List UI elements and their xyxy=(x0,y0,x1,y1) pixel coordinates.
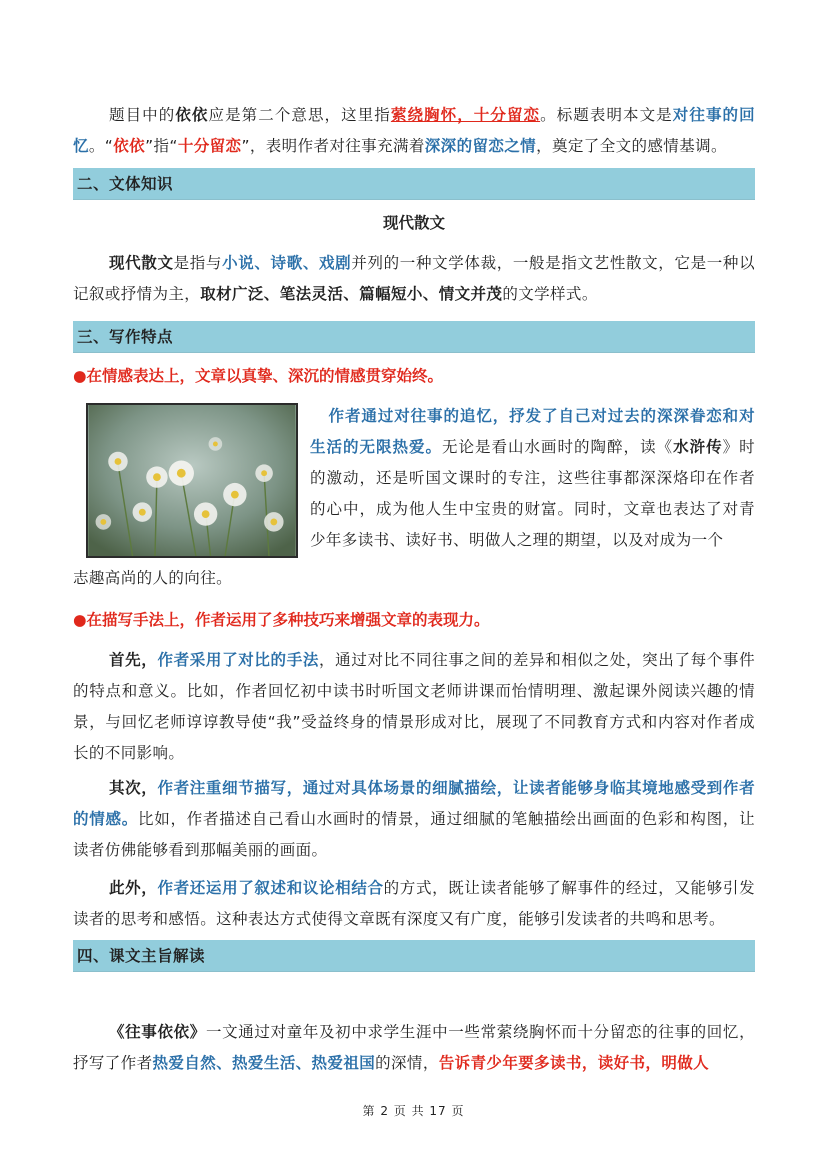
keyword: 首先， xyxy=(109,651,158,669)
highlight-blue: 作者通过对往事的追忆，抒发了自己对过去的深深眷恋和对生活的无限热爱。 xyxy=(310,407,755,456)
text-run: 题目中的 xyxy=(109,106,176,124)
text-run: 并列的一种文学体裁，一般是指文艺性散文，它是一种以记叙或抒情为主， xyxy=(73,254,755,303)
highlight-blue: 对往事的回忆 xyxy=(73,106,756,155)
theme-paragraph xyxy=(73,1017,755,1079)
keyword: 现代散文 xyxy=(109,254,174,272)
emotion-paragraph xyxy=(310,401,755,556)
text-run: ”指“ xyxy=(145,137,178,155)
highlight-red: 十分留恋 xyxy=(177,137,242,155)
text-run: ，通过对比不同往事之间的差异和相似之处，突出了每个事件的特点和意义。比如，作者回忆初中读书时听国文老师讲课而怡情明理、激起课外阅读兴趣的情景，与回忆老师谆谆教导使“我”受益终身的情景形成对比，展现了不同教育方式和内容对作者成长的不同影响。 xyxy=(73,651,755,762)
book-title: 《往事依依》 xyxy=(109,1023,206,1041)
emotion-paragraph-tail: 志趣高尚的人的向往。 xyxy=(73,569,233,587)
highlight-blue: 小说、诗歌、戏剧 xyxy=(222,254,352,272)
keyword: 取材广泛、笔法灵活、篇幅短小、情文并茂 xyxy=(200,285,503,303)
highlight-red: 告诉青少年要多读书，读好书，明做人 xyxy=(438,1054,710,1072)
text-run: ”，表明作者对往事充满着 xyxy=(241,137,425,155)
text-run: 比如，作者描述自己看山水画时的情景，通过细腻的笔触描绘出画面的色彩和构图，让读者仿佛能够看到那幅美丽的画面。 xyxy=(73,810,755,859)
page-number-footer: 第 2 页 共 17 页 xyxy=(362,1104,465,1118)
highlight-blue: 深深的留恋之情 xyxy=(424,137,537,155)
keyword: 依依 xyxy=(175,106,209,124)
text-run: 无论是看山水画时的陶醉，读《 xyxy=(442,438,674,456)
highlight-blue: 作者采用了对比的手法 xyxy=(157,651,320,669)
highlight-blue: 热爱自然、热爱生活、热爱祖国 xyxy=(152,1054,376,1072)
text-run: 的深情， xyxy=(375,1054,439,1072)
highlight-blue: 作者还运用了叙述和议论相结合 xyxy=(157,879,384,897)
text-run: 。标题表明本文是 xyxy=(540,106,673,124)
text-run: 。“ xyxy=(88,137,114,155)
highlight-blue: 作者注重细节描写，通过对具体场景的细腻描绘，让读者能够身临其境地感受到作者的情感。 xyxy=(73,779,755,828)
text-run: 是指与 xyxy=(173,254,223,272)
book-title: 水浒传 xyxy=(673,438,723,456)
flower-image-icon xyxy=(88,405,296,556)
feature-heading-technique: ●在描写手法上，作者运用了多种技巧来增强文章的表现力。 xyxy=(73,611,490,629)
keyword: 其次， xyxy=(109,779,158,797)
text-run: 的方式，既让读者能够了解事件的经过，又能够引发读者的思考和感悟。这种表达方式使得文章既有深度又有广度，能够引发读者的共鸣和思考。 xyxy=(73,879,755,928)
text-run: ，奠定了全文的感情基调。 xyxy=(536,137,727,155)
section-heading-theme: 四、课文主旨解读 xyxy=(73,940,755,972)
highlight-red: 依依 xyxy=(113,137,146,155)
feature-heading-emotion: ●在情感表达上，文章以真挚、深沉的情感贯穿始终。 xyxy=(73,367,444,385)
daisy-flowers-photo xyxy=(86,403,298,558)
text-run: 一文通过对童年及初中求学生涯中一些常萦绕胸怀而十分留恋的往事的回忆，抒写了作者 xyxy=(73,1023,755,1072)
highlight-red: 萦绕胸怀，十分留恋 xyxy=(390,106,541,124)
detail-paragraph xyxy=(73,773,755,866)
narration-paragraph xyxy=(73,873,755,935)
text-run: 的文学样式。 xyxy=(502,285,598,303)
section-heading-features: 三、写作特点 xyxy=(73,321,755,353)
contrast-paragraph xyxy=(73,645,755,769)
genre-paragraph xyxy=(73,248,755,310)
intro-paragraph xyxy=(73,100,755,162)
text-run: 应是第二个意思，这里指 xyxy=(208,106,391,124)
genre-title: 现代散文 xyxy=(382,214,445,232)
section-heading-genre: 二、文体知识 xyxy=(73,168,755,200)
keyword: 此外， xyxy=(109,879,158,897)
text-run: 》时的激动，还是听国文课时的专注，这些往事都深深烙印在作者的心中，成为他人生中宝贵的财富。同时，文章也表达了对青少年多读书、读好书、明做人之理的期望，以及对成为一个 xyxy=(310,438,755,549)
